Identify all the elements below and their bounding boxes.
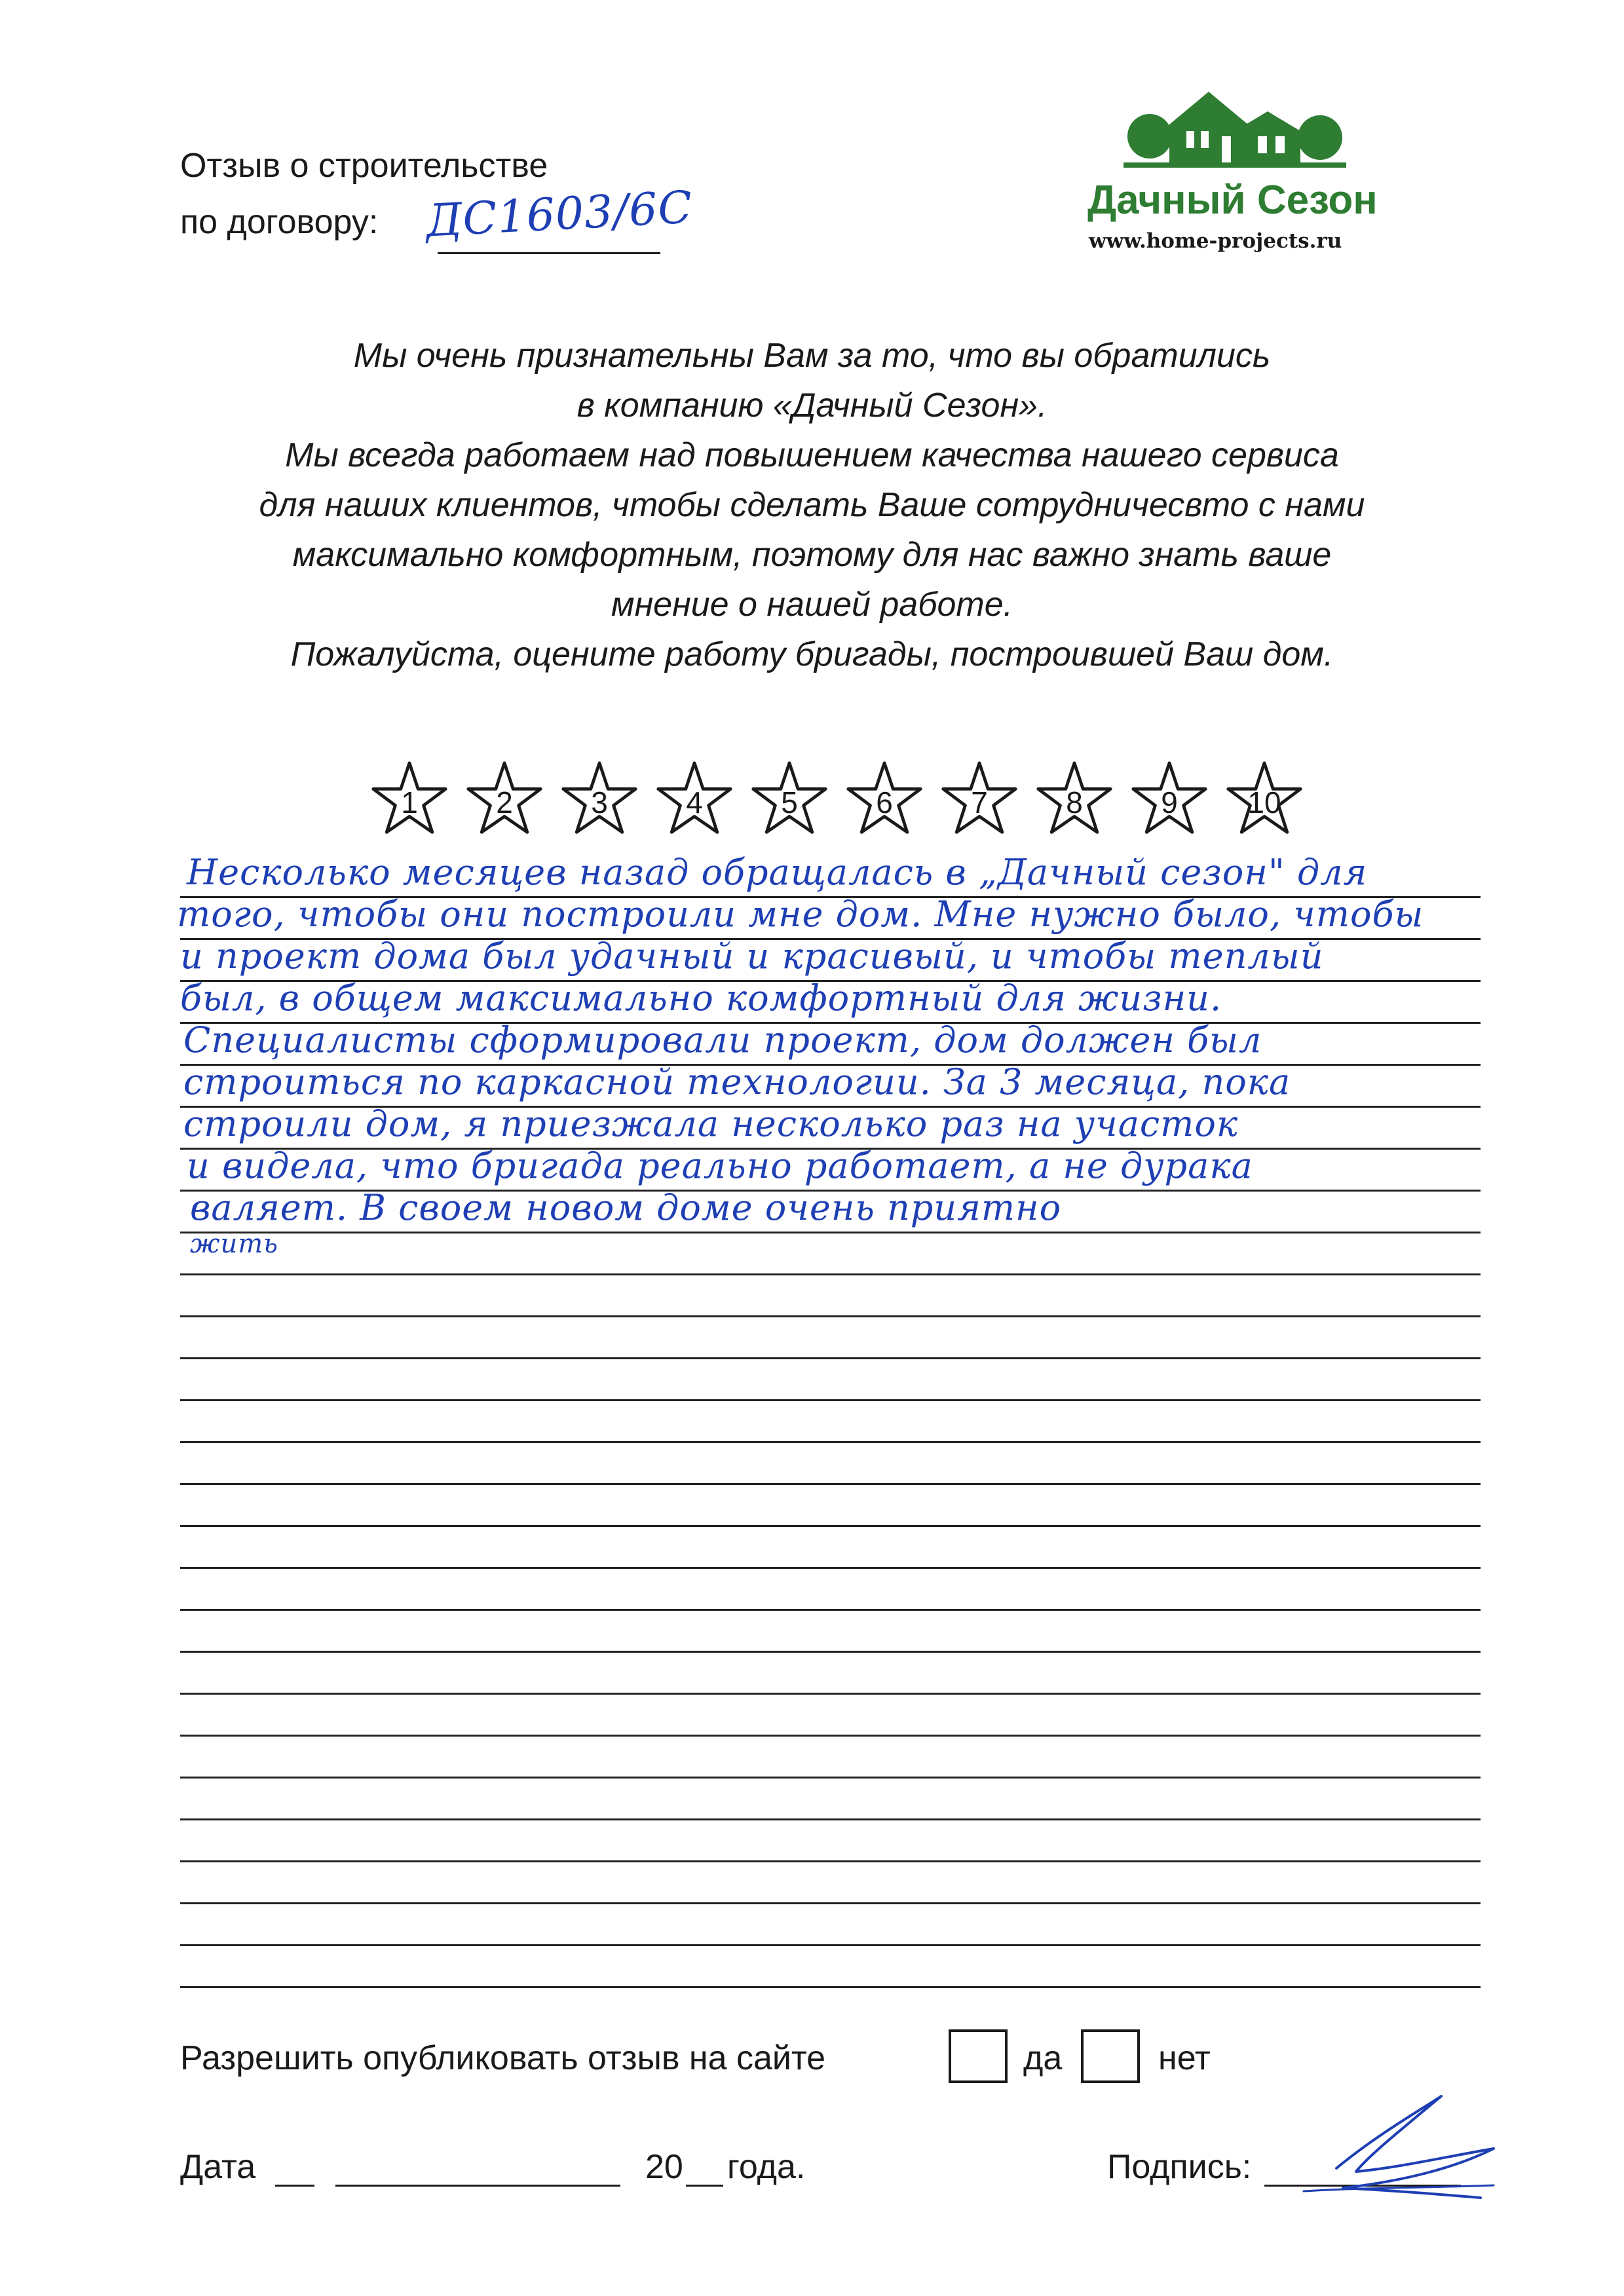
ruled-line: [180, 1441, 1481, 1443]
star-label: 4: [686, 785, 703, 819]
star-10[interactable]: [1225, 760, 1304, 838]
ruled-line: [180, 1399, 1481, 1401]
star-label: 5: [781, 785, 798, 819]
review-line: строили дом, я приезжала несколько раз на участок: [183, 1103, 1239, 1144]
no-checkbox[interactable]: [1081, 2029, 1140, 2083]
ruled-line: [180, 1818, 1481, 1820]
ruled-line: [180, 1609, 1481, 1611]
ruled-line: [180, 1902, 1481, 1904]
star-label: 9: [1161, 785, 1178, 819]
ruled-line: [180, 1986, 1481, 1988]
star-label: 1: [401, 785, 418, 819]
ruled-line: [180, 1232, 1481, 1233]
year-prefix: 20: [645, 2148, 683, 2186]
intro-line: для наших клиентов, чтобы сделать Ваше сотрудничесвто с нами: [259, 486, 1365, 524]
star-7[interactable]: [940, 760, 1019, 838]
date-label: Дата: [180, 2148, 256, 2186]
intro-line: Мы очень признательны Вам за то, что вы обратились: [353, 337, 1271, 375]
review-line: валяет. В своем новом доме очень приятно: [190, 1187, 1062, 1228]
star-2[interactable]: [465, 760, 544, 838]
review-line: и видела, что бригада реально работает, а не дурака: [187, 1145, 1253, 1186]
no-label: нет: [1158, 2039, 1211, 2077]
ruled-line: [180, 1860, 1481, 1862]
ruled-line: [180, 1735, 1481, 1737]
star-label: 6: [876, 785, 893, 819]
ruled-line: [180, 1567, 1481, 1569]
intro-line: Пожалуйста, оцените работу бригады, построившей Ваш дом.: [290, 635, 1334, 673]
intro-line: в компанию «Дачный Сезон».: [576, 386, 1048, 424]
date-day-field[interactable]: [275, 2185, 314, 2187]
ruled-line: [180, 1777, 1481, 1778]
review-line: строиться по каркасной технологии. За 3 месяца, пока: [183, 1061, 1291, 1102]
ruled-line: [180, 1315, 1481, 1317]
signature-label: Подпись:: [1107, 2148, 1252, 2186]
yes-label: да: [1023, 2039, 1063, 2077]
ruled-line: [180, 1483, 1481, 1485]
star-4[interactable]: [655, 760, 734, 838]
logo-house-icon: [1124, 85, 1346, 170]
review-line: Несколько месяцев назад обращалась в „Дачный сезон" для: [187, 852, 1368, 893]
yes-checkbox[interactable]: [949, 2029, 1008, 2083]
ruled-line: [180, 1357, 1481, 1359]
handwritten-signature: [1205, 2057, 1520, 2227]
publish-label: Разрешить опубликовать отзыв на сайте: [180, 2039, 826, 2077]
review-line: жить: [190, 1229, 278, 1259]
ruled-line: [180, 1525, 1481, 1527]
logo-title: Дачный Сезон: [1087, 178, 1378, 223]
form-title: Отзыв о строительстве: [180, 147, 548, 185]
star-9[interactable]: [1130, 760, 1209, 838]
review-line: и проект дома был удачный и красивый, и чтобы теплый: [180, 935, 1324, 977]
contract-underline: [438, 252, 660, 254]
star-label: 8: [1066, 785, 1083, 819]
star-label: 3: [591, 785, 608, 819]
ruled-line: [180, 1651, 1481, 1653]
year-suffix: года.: [727, 2148, 806, 2186]
star-5[interactable]: [750, 760, 829, 838]
date-month-field[interactable]: [335, 2185, 620, 2187]
review-line: Специалисты сформировали проект, дом должен был: [183, 1019, 1262, 1061]
logo-url: www.home-projects.ru: [1089, 229, 1342, 253]
star-label: 2: [496, 785, 513, 819]
contract-label: по договору:: [180, 203, 379, 241]
ruled-line: [180, 1944, 1481, 1946]
star-label: 10: [1247, 785, 1281, 819]
review-line: был, в общем максимально комфортный для жизни.: [180, 977, 1222, 1019]
ruled-line: [180, 1693, 1481, 1695]
ruled-line: [180, 1273, 1481, 1275]
date-year-field[interactable]: [686, 2185, 723, 2187]
star-1[interactable]: [370, 760, 449, 838]
intro-line: мнение о нашей работе.: [611, 586, 1013, 624]
intro-text: [131, 331, 1493, 679]
star-6[interactable]: [845, 760, 924, 838]
rating-stars: [370, 760, 1300, 852]
intro-line: Мы всегда работаем над повышением качества нашего сервиса: [285, 436, 1339, 474]
star-8[interactable]: [1035, 760, 1114, 838]
star-label: 7: [971, 785, 988, 819]
star-3[interactable]: [560, 760, 639, 838]
review-line: того, чтобы они построили мне дом. Мне нужно было, чтобы: [177, 894, 1424, 935]
intro-line: максимально комфортным, поэтому для нас важно знать ваше: [292, 536, 1332, 574]
contract-number[interactable]: ДС1603/6С: [425, 181, 694, 248]
